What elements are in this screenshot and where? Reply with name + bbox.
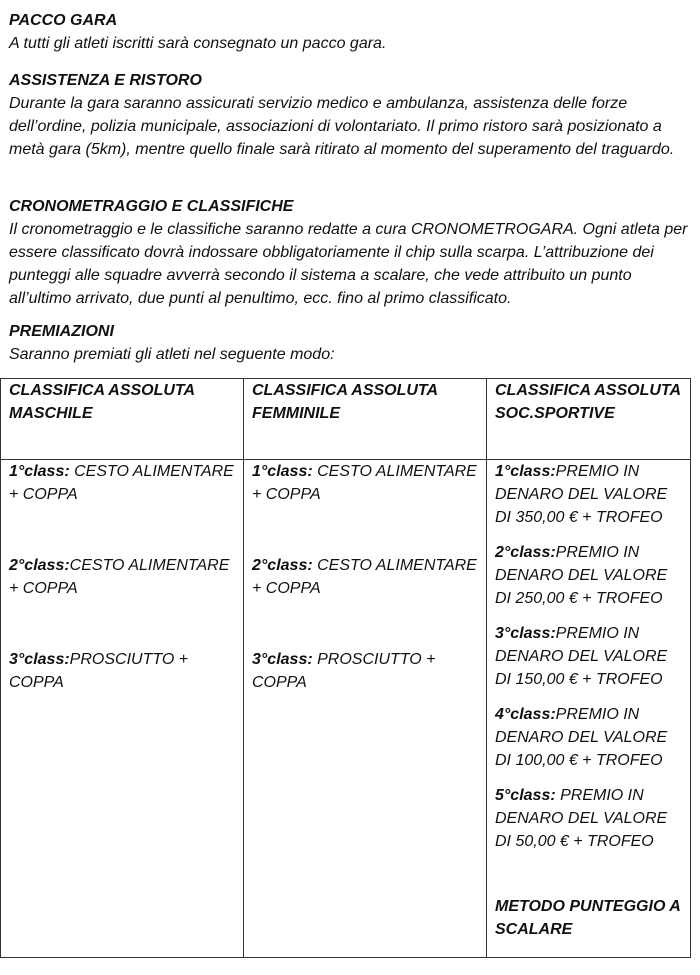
class-label: 5°class: (495, 787, 556, 804)
prize-entry (252, 460, 478, 506)
prize-text: PREMIO IN DENARO DEL VALORE DI 250,00 € + TROFEO (495, 544, 668, 607)
section-title: PACCO GARA (9, 12, 118, 29)
class-label: 2°class: (252, 557, 313, 574)
class-label: 4°class: (495, 706, 556, 723)
table-header-row (1, 379, 691, 460)
cell-societa (487, 460, 691, 958)
class-label: 1°class: (495, 463, 556, 480)
header-maschile: CLASSIFICA ASSOLUTA MASCHILE (1, 379, 244, 460)
cell-femminile (244, 460, 487, 958)
prize-text: CESTO ALIMENTARE + COPPA (252, 463, 477, 503)
method-label: METODO PUNTEGGIO A SCALARE (495, 898, 681, 938)
section-assistenza-ristoro (9, 69, 689, 161)
prize-entry (9, 460, 235, 506)
prize-text: PREMIO IN DENARO DEL VALORE DI 100,00 € + TROFEO (495, 706, 668, 769)
section-premiazioni (9, 320, 689, 366)
section-title: PREMIAZIONI (9, 323, 114, 340)
prize-entry (9, 648, 235, 694)
header-femminile: CLASSIFICA ASSOLUTA FEMMINILE (244, 379, 487, 460)
prize-text: PROSCIUTTO + COPPA (9, 651, 189, 691)
class-label: 3°class: (495, 625, 556, 642)
section-title: CRONOMETRAGGIO E CLASSIFICHE (9, 198, 294, 215)
section-text: Durante la gara saranno assicurati servizio medico e ambulanza, assistenza delle forze dell’ordine, polizia municipale, associazioni di volontariato. Il primo ristoro sarà posizionato a metà gara (5km), mentre quello finale sarà ritirato al momento del superamento del traguardo. (9, 95, 675, 158)
header-societa: CLASSIFICA ASSOLUTA SOC.SPORTIVE (487, 379, 691, 460)
class-label: 3°class: (9, 651, 70, 668)
section-pacco-gara (9, 9, 689, 55)
class-label: 3°class: (252, 651, 313, 668)
prize-text: CESTO ALIMENTARE + COPPA (9, 463, 234, 503)
prize-entry (9, 554, 235, 600)
prize-entry (252, 648, 478, 694)
section-text: A tutti gli atleti iscritti sarà consegnato un pacco gara. (9, 35, 387, 52)
section-title: ASSISTENZA E RISTORO (9, 72, 202, 89)
section-text: Il cronometraggio e le classifiche saranno redatte a cura CRONOMETROGARA. Ogni atleta per essere classificato dovrà indossare obbligatoriamente il chip sulla scarpa. L’attribuzione dei punteggi alle squadre avverrà secondo il sistema a scalare, che vede attribuito un punto all’ultimo arrivato, due punti al penultimo, ecc. fino al primo classificato. (9, 221, 688, 307)
section-text: Saranno premiati gli atleti nel seguente modo: (9, 346, 335, 363)
prize-text: PROSCIUTTO + COPPA (252, 651, 436, 691)
class-label: 1°class: (9, 463, 70, 480)
prize-entry (495, 460, 682, 529)
prize-entry (252, 554, 478, 600)
prize-entry (495, 541, 682, 610)
prize-text: CESTO ALIMENTARE + COPPA (9, 557, 230, 597)
prize-text: CESTO ALIMENTARE + COPPA (252, 557, 477, 597)
prize-entry (495, 622, 682, 691)
prize-text: PREMIO IN DENARO DEL VALORE DI 150,00 € + TROFEO (495, 625, 668, 688)
prize-text: PREMIO IN DENARO DEL VALORE DI 350,00 € + TROFEO (495, 463, 668, 526)
class-label: 1°class: (252, 463, 313, 480)
section-cronometraggio (9, 195, 689, 310)
prizes-table (0, 378, 691, 958)
prize-entry (495, 784, 682, 853)
prize-entry (495, 703, 682, 772)
table-row (1, 460, 691, 958)
prize-text: PREMIO IN DENARO DEL VALORE DI 50,00 € + TROFEO (495, 787, 668, 850)
cell-maschile (1, 460, 244, 958)
class-label: 2°class: (495, 544, 556, 561)
class-label: 2°class: (9, 557, 70, 574)
